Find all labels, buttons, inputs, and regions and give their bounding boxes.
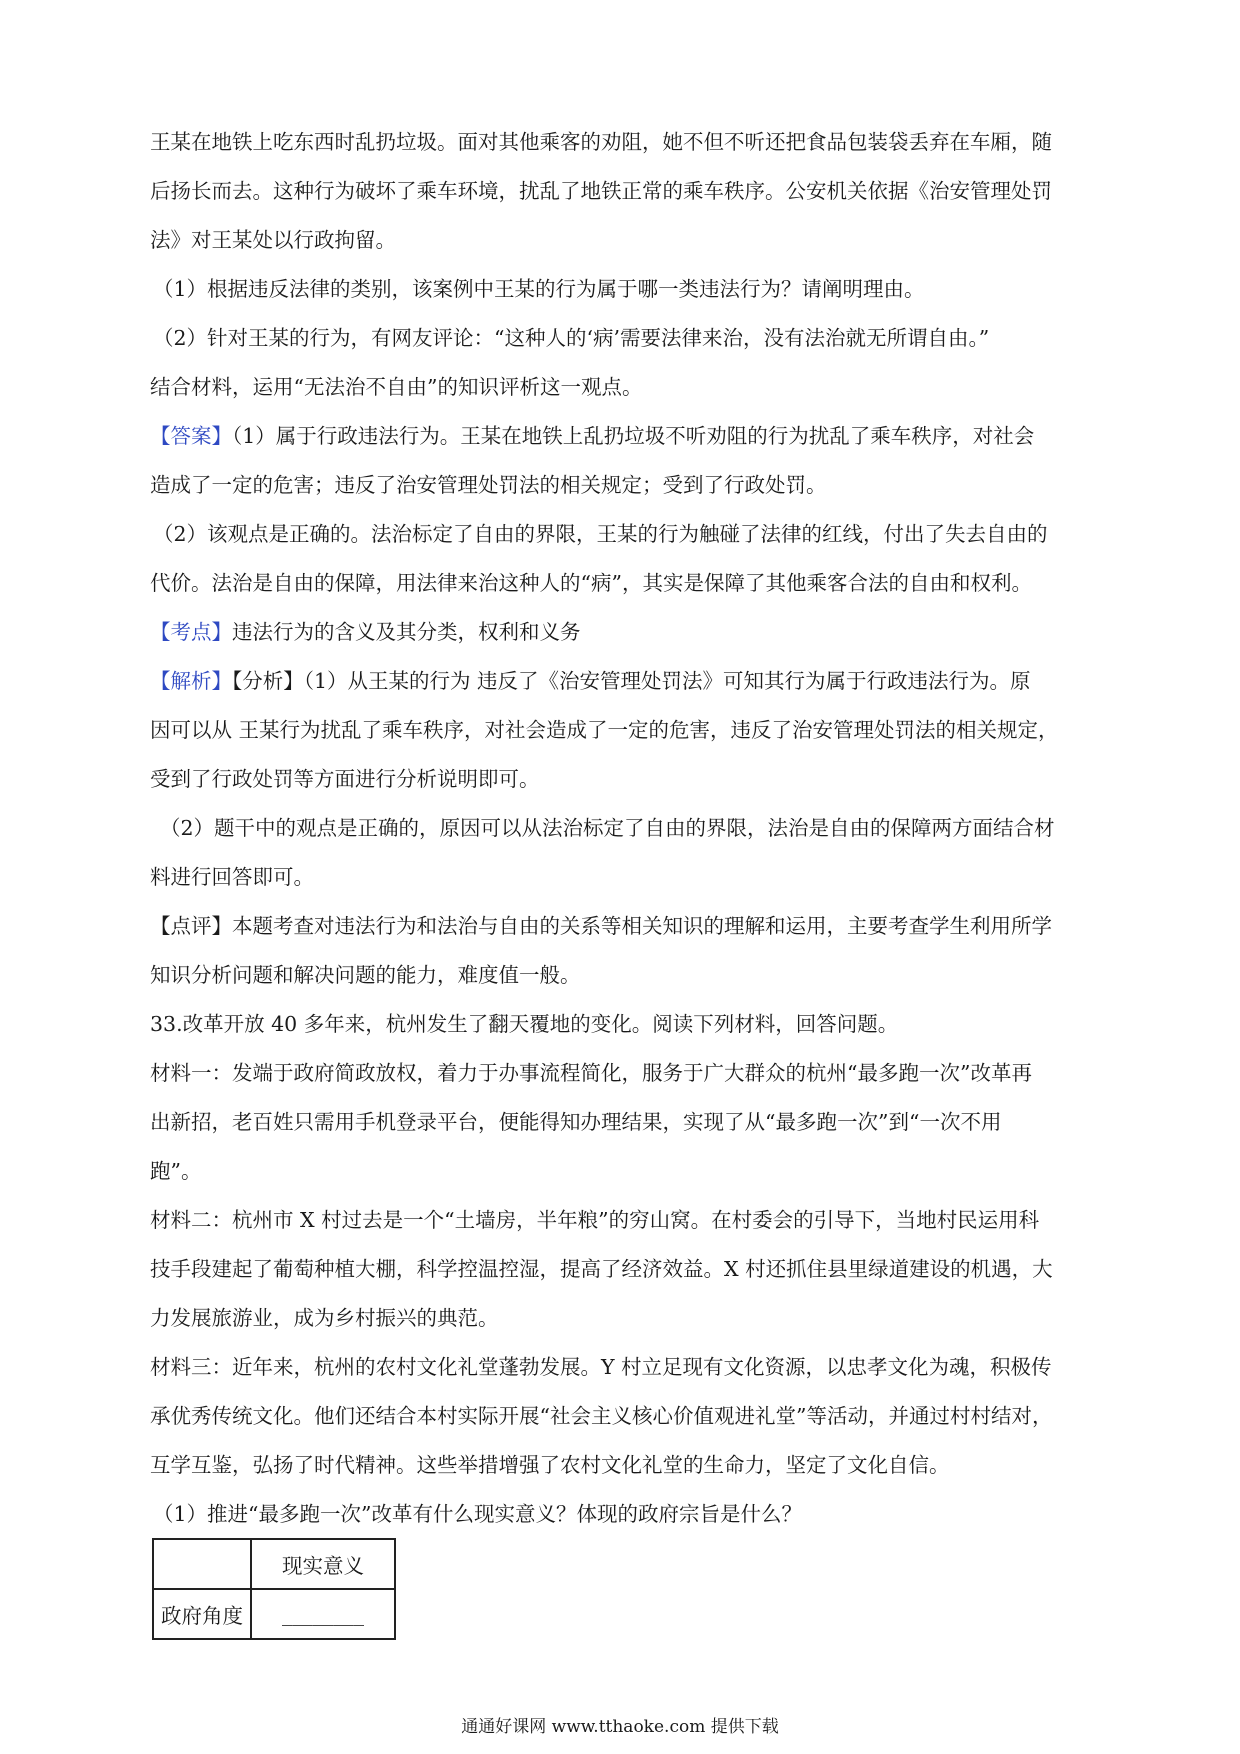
answer-line: 【答案】（1）属于行政违法行为。王某在地铁上乱扔垃圾不听劝阻的行为扰乱了乘车秩序，对社会 xyxy=(150,424,1035,448)
jiexi-line: 受到了行政处罚等方面进行分析说明即可。 xyxy=(150,767,540,791)
table-corner-cell xyxy=(153,1539,251,1589)
material-1-line: 跑”。 xyxy=(150,1159,202,1183)
answer-blank[interactable]: ________ xyxy=(251,1589,395,1639)
answer-line: 代价。法治是自由的保障，用法律来治这种人的“病”，其实是保障了其他乘客合法的自由和权利。 xyxy=(150,571,1032,595)
q33-sub-question-1: （1）推进“最多跑一次”改革有什么现实意义？体现的政府宗旨是什么？ xyxy=(153,1502,803,1526)
answer-line: （2）该观点是正确的。法治标定了自由的界限，王某的行为触碰了法律的红线，付出了失去自由的 xyxy=(153,522,1048,546)
material-2-line: 技手段建起了葡萄种植大棚，科学控温控湿，提高了经济效益。X 村还抓住县里绿道建设的机遇，大 xyxy=(150,1257,1053,1281)
material-1-line: 材料一：发端于政府简政放权，着力于办事流程简化，服务于广大群众的杭州“最多跑一次”改革再 xyxy=(150,1061,1032,1085)
material-3-line: 材料三：近年来，杭州的农村文化礼堂蓬勃发展。Y 村立足现有文化资源，以忠孝文化为魂，积极传 xyxy=(150,1355,1052,1379)
dianping-line: 知识分析问题和解决问题的能力，难度值一般。 xyxy=(150,963,581,987)
material-1-line: 出新招，老百姓只需用手机登录平台，便能得知办理结果，实现了从“最多跑一次”到“一次不用 xyxy=(150,1110,1002,1134)
q33-intro: 33.改革开放 40 多年来，杭州发生了翻天覆地的变化。阅读下列材料，回答问题。 xyxy=(150,1012,899,1036)
jiexi-line: 【解析】【分析】（1）从王某的行为 违反了《治安管理处罚法》可知其行为属于行政违法行为。原 xyxy=(150,669,1031,693)
jiexi-line: （2）题干中的观点是正确的，原因可以从法治标定了自由的界限，法治是自由的保障两方面结合材 xyxy=(160,816,1055,840)
jiexi-line: 因可以从 王某行为扰乱了乘车秩序，对社会造成了一定的危害，违反了治安管理处罚法的相关规定， xyxy=(150,718,1059,742)
material-2-line: 力发展旅游业，成为乡村振兴的典范。 xyxy=(150,1306,499,1330)
jiexi-tag: 【解析】 xyxy=(150,669,232,693)
question-2: （2）针对王某的行为，有网友评论：“这种人的‘病’需要法律来治，没有法治就无所谓自由。” xyxy=(153,326,990,350)
case-text-line: 王某在地铁上吃东西时乱扔垃圾。面对其他乘客的劝阻，她不但不听还把食品包装袋丢弃在车厢，随 xyxy=(150,130,1052,154)
table-header-cell: 现实意义 xyxy=(251,1539,395,1589)
question-1: （1）根据违反法律的类别，该案例中王某的行为属于哪一类违法行为？请阐明理由。 xyxy=(153,277,925,301)
question-2-cont: 结合材料，运用“无法治不自由”的知识评析这一观点。 xyxy=(150,375,643,399)
answer-table xyxy=(152,1538,396,1640)
page-footer: 通通好课网 www.tthaoke.com 提供下载 xyxy=(461,1717,779,1737)
dianping-line: 【点评】本题考查对违法行为和法治与自由的关系等相关知识的理解和运用，主要考查学生利用所学 xyxy=(150,914,1052,938)
answer-tag: 【答案】 xyxy=(150,424,232,448)
document-body xyxy=(150,118,1110,1539)
table-row-label: 政府角度 xyxy=(153,1589,251,1639)
material-3-line: 承优秀传统文化。他们还结合本村实际开展“社会主义核心价值观进礼堂”等活动，并通过村村结对， xyxy=(150,1404,1053,1428)
kaodian-tag: 【考点】 xyxy=(150,620,232,644)
kaodian-line: 【考点】违法行为的含义及其分类，权利和义务 xyxy=(150,620,581,644)
table-row xyxy=(153,1589,395,1639)
table-header-row xyxy=(153,1539,395,1589)
case-text-line: 后扬长而去。这种行为破坏了乘车环境，扰乱了地铁正常的乘车秩序。公安机关依据《治安管理处罚 xyxy=(150,179,1052,203)
answer-line: 造成了一定的危害；违反了治安管理处罚法的相关规定；受到了行政处罚。 xyxy=(150,473,827,497)
jiexi-line: 料进行回答即可。 xyxy=(150,865,314,889)
case-text-line: 法》对王某处以行政拘留。 xyxy=(150,228,396,252)
material-2-line: 材料二：杭州市 X 村过去是一个“土墙房，半年粮”的穷山窝。在村委会的引导下，当地村民运用科 xyxy=(150,1208,1040,1232)
material-3-line: 互学互鉴，弘扬了时代精神。这些举措增强了农村文化礼堂的生命力，坚定了文化自信。 xyxy=(150,1453,950,1477)
